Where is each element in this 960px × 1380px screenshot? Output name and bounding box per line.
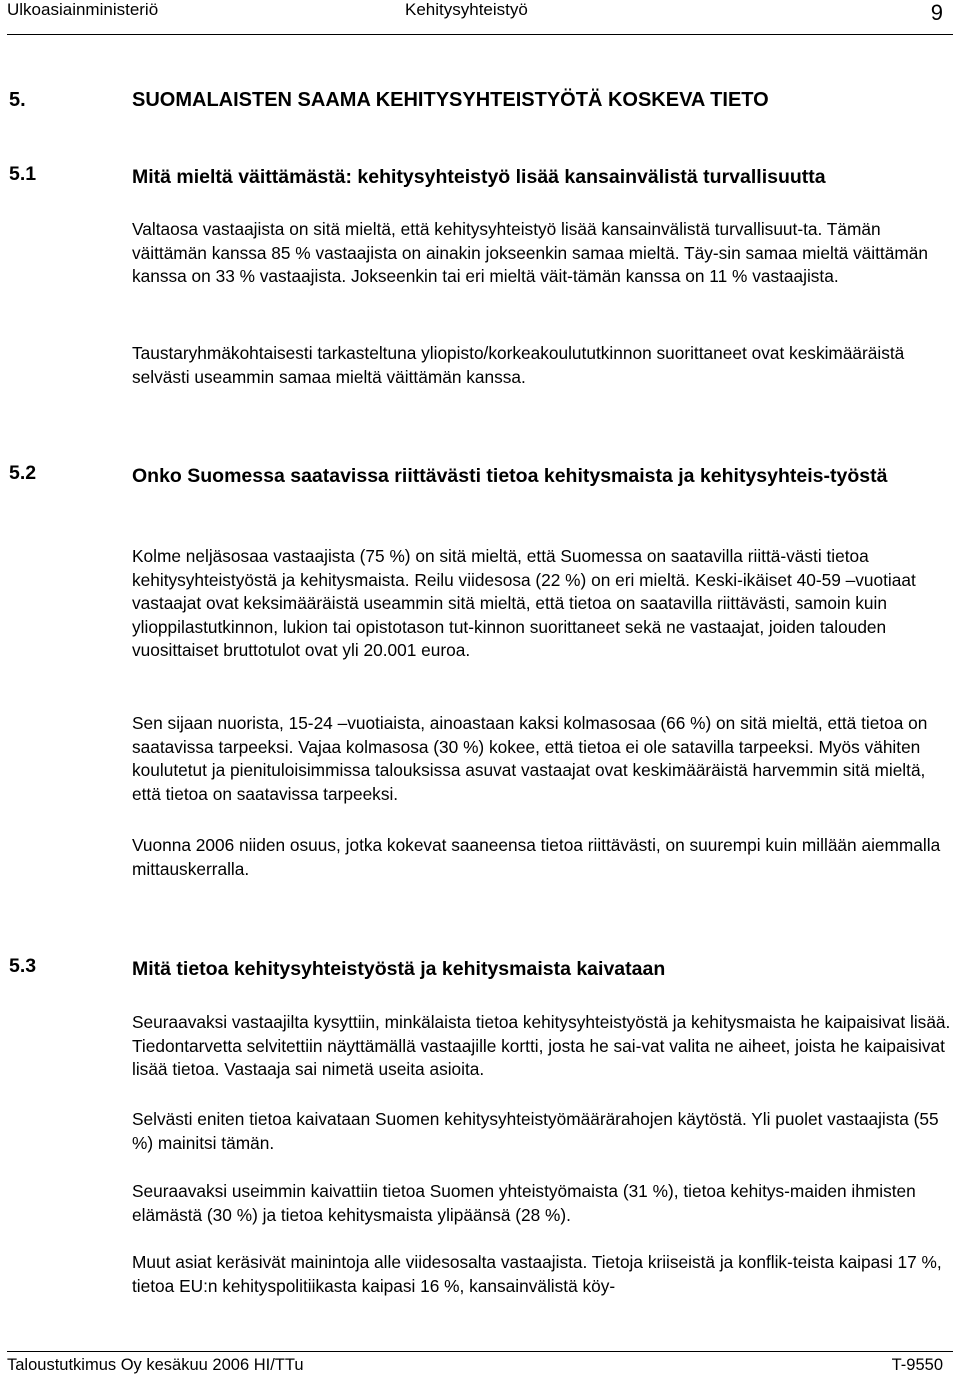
section-title: Mitä mieltä väittämästä: kehitysyhteistyö lisää kansainvälistä turvallisuutta	[132, 166, 826, 188]
paragraph: Sen sijaan nuorista, 15-24 –vuotiaista, ainoastaan kaksi kolmasosaa (66 %) on sitä mieltä, että tietoa on saatavissa tarpeeksi. Vajaa kolmasosa (30 %) kokee, että tietoa ei ole satavilla tarpeeksi. Myös vähiten koulutetut ja pienituloisimmissa talouksissa asuvat vastaajat ovat keskimääräistä harvemmin sitä mieltä, että tietoa on saatavissa tarpeeksi.	[132, 713, 928, 804]
page-number: 9	[930, 0, 943, 25]
paragraph: Selvästi eniten tietoa kaivataan Suomen kehitysyhteistyömäärärahojen käytöstä. Yli puolet vastaajista (55 %) mainitsi tämän.	[132, 1109, 939, 1153]
header-topic: Kehitysyhteistyö	[405, 0, 528, 19]
section-number: 5.	[9, 89, 26, 111]
footer-code: T-9550	[891, 1356, 943, 1374]
paragraph: Seuraavaksi useimmin kaivattiin tietoa Suomen yhteistyömaista (31 %), tietoa kehitys-maiden ihmisten elämästä (30 %) ja tietoa kehitysmaista ylipäänsä (28 %).	[132, 1181, 916, 1225]
page-header	[7, 0, 953, 35]
paragraph: Valtaosa vastaajista on sitä mieltä, että kehitysyhteistyö lisää kansainvälistä turvallisuut-ta. Tämän väittämän kanssa 85 % vastaajista on ainakin jokseenkin samaa mieltä. Täy-sin samaa mieltä väittämän kanssa on 33 % vastaajista. Jokseenkin tai eri mieltä väit-tämän kanssa on 11 % vastaajista.	[132, 219, 928, 287]
section-title: SUOMALAISTEN SAAMA KEHITYSYHTEISTYÖTÄ KOSKEVA TIETO	[132, 89, 769, 111]
paragraph: Kolme neljäsosaa vastaajista (75 %) on sitä mieltä, että Suomessa on saatavilla riittä-västi tietoa kehitysyhteistyöstä ja kehitysmaista. Reilu viidesosa (22 %) on eri mieltä. Keski-ikäiset 40-59 –vuotiaat vastaajat ovat keksimääräistä useammin sitä mieltä, että tietoa on saatavilla riittävästi, samoin kuin ylioppilastutkinnon, lukion tai opistotason tut-kinnon suorittaneet sekä ne vastaajat, joiden talouden vuosittaiset bruttotulot ovat yli 20.001 euroa.	[132, 546, 916, 661]
section-5-1-heading	[9, 163, 953, 191]
section-title: Onko Suomessa saatavissa riittävästi tietoa kehitysmaista ja kehitysyhteis-työstä	[132, 465, 888, 487]
header-ministry: Ulkoasiainministeriö	[7, 0, 159, 19]
paragraph: Vuonna 2006 niiden osuus, jotka kokevat saaneensa tietoa riittävästi, on suurempi kuin millään aiemmalla mittauskerralla.	[132, 835, 941, 879]
page-footer	[7, 1351, 953, 1374]
section-number: 5.2	[9, 462, 37, 484]
paragraph: Muut asiat keräsivät mainintoja alle viidesosalta vastaajista. Tietoja kriiseistä ja konflik-teista kaipasi 17 %, tietoa EU:n kehityspolitiikasta kaipasi 16 %, kansainvälistä köy-	[132, 1252, 942, 1296]
section-5-2-heading	[9, 462, 953, 490]
paragraph: Taustaryhmäkohtaisesti tarkasteltuna yliopisto/korkeakoulututkinnon suorittaneet ovat keskimääräistä selvästi useammin samaa mieltä väittämän kanssa.	[132, 343, 905, 387]
section-number: 5.3	[9, 955, 37, 977]
footer-company: Taloustutkimus Oy kesäkuu 2006 HI/TTu	[7, 1356, 304, 1374]
section-number: 5.1	[9, 163, 37, 185]
paragraph: Seuraavaksi vastaajilta kysyttiin, minkälaista tietoa kehitysyhteistyöstä ja kehitysmaista he kaipaisivat lisää. Tiedontarvetta selvitettiin näyttämällä vastaajille kortti, josta he sai-vat valita ne aiheet, joista he kaipaisivat lisää tietoa. Vastaaja sai nimetä useita asioita.	[132, 1012, 951, 1080]
section-title: Mitä tietoa kehitysyhteistyöstä ja kehitysmaista kaivataan	[132, 958, 666, 980]
section-5-heading	[9, 89, 769, 112]
section-5-3-heading	[9, 955, 953, 983]
